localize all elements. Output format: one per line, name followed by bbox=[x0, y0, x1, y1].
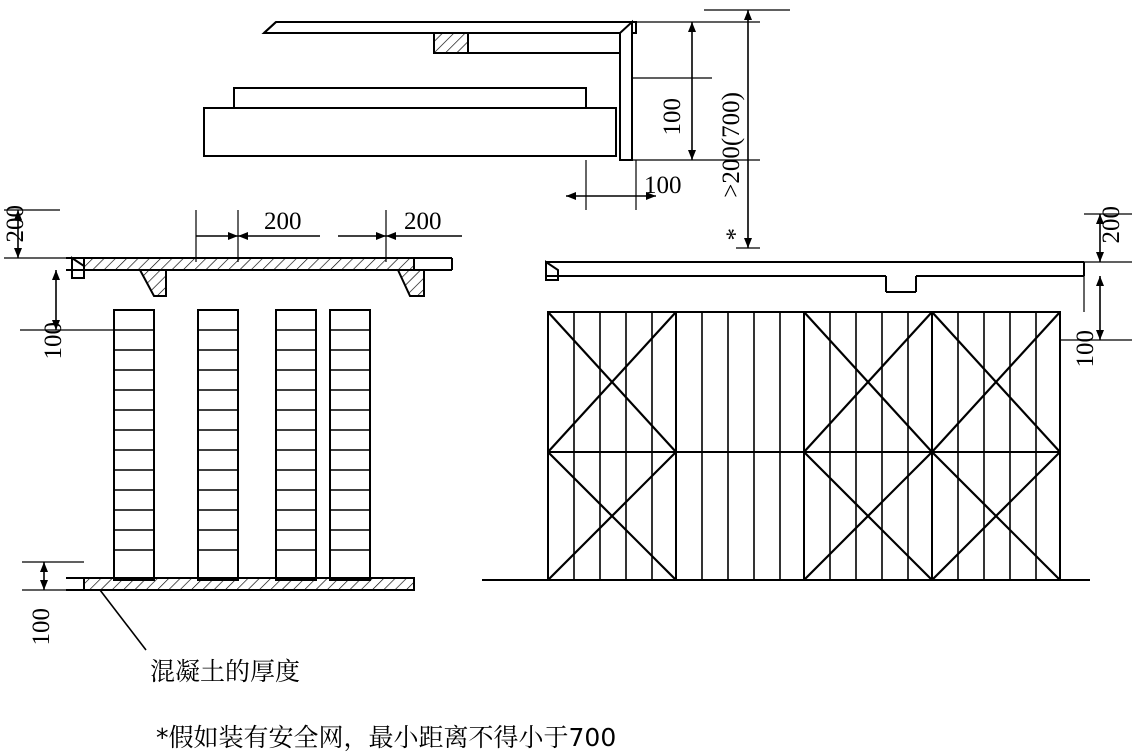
dim-left-100-upper: 100 bbox=[40, 322, 67, 360]
dim-mid-200-a: 200 bbox=[264, 208, 302, 235]
right-braced-frame-view bbox=[482, 262, 1090, 580]
dim-top-100-vertical: 100 bbox=[659, 98, 686, 136]
footnote-label: *假如装有安全网，最小距离不得小于700 bbox=[156, 723, 617, 752]
dim-greater-200-700: >200(700) bbox=[718, 92, 745, 198]
dim-right-100: 100 bbox=[1072, 330, 1099, 368]
dim-right-200: 200 bbox=[1098, 206, 1125, 244]
dim-left-100-lower: 100 bbox=[28, 608, 55, 646]
dim-left-200: 200 bbox=[2, 205, 29, 243]
asterisk-marker: * bbox=[722, 228, 749, 241]
dim-mid-200-b: 200 bbox=[404, 208, 442, 235]
leader-note-label: 混凝土的厚度 bbox=[150, 657, 301, 686]
dim-top-100-horizontal: 100 bbox=[644, 172, 682, 199]
left-elevation-view bbox=[66, 258, 452, 650]
top-plan-view bbox=[204, 22, 636, 160]
